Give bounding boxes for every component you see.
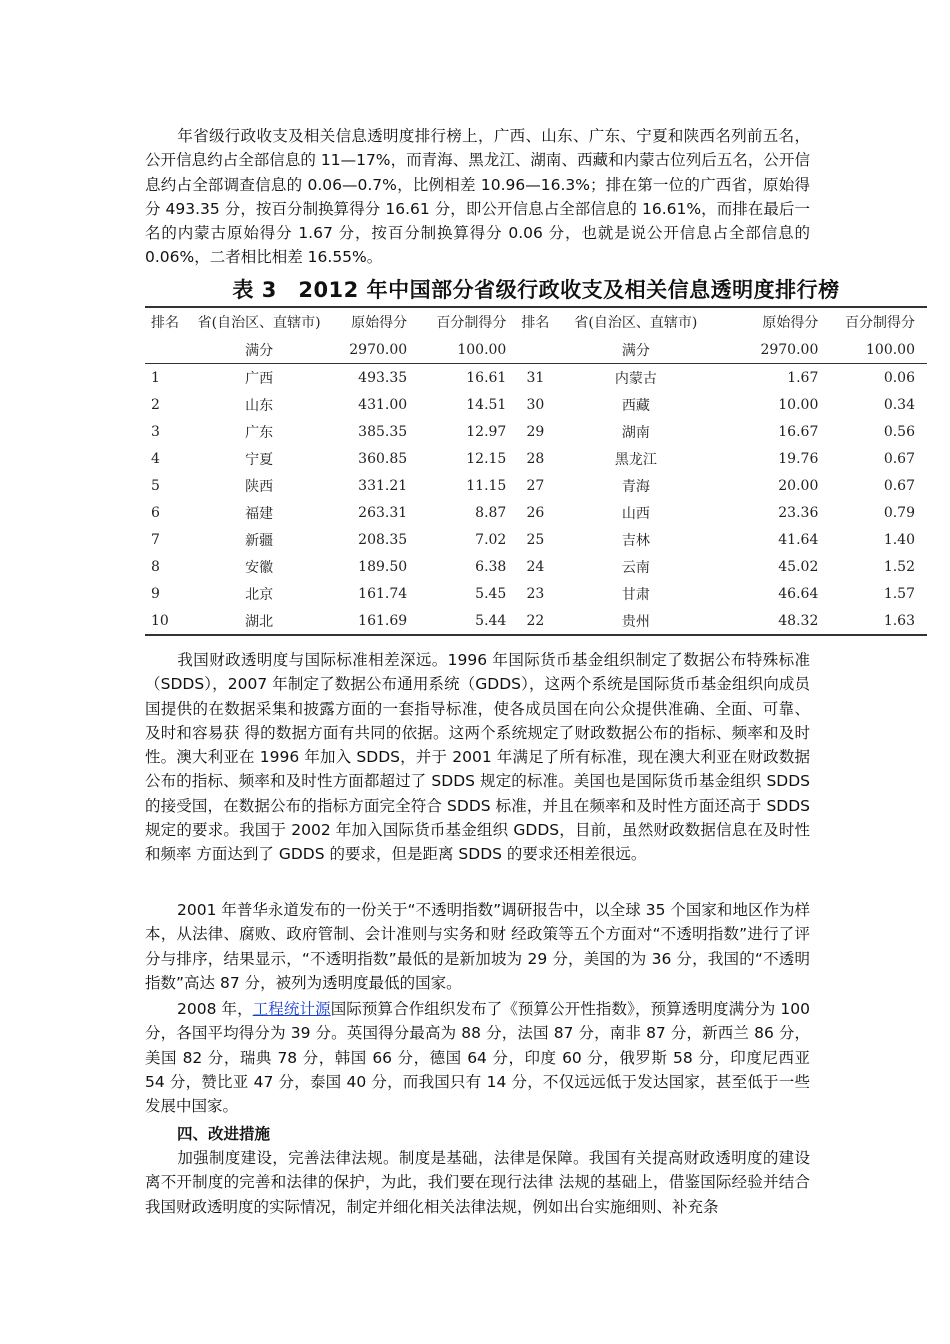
table-cell: 10.00 [778, 396, 819, 413]
table-cell: 161.74 [358, 585, 408, 602]
table-cell: 满分 [189, 336, 329, 364]
table-cell: 9 [151, 585, 160, 602]
table-cell: 331.21 [358, 477, 408, 494]
table-cell: 5.45 [475, 585, 507, 602]
table-cell: 30 [526, 396, 545, 413]
header-raw-score: 原始得分 [351, 315, 408, 331]
table-cell: 12.15 [466, 450, 507, 467]
table-cell: 26 [526, 504, 545, 521]
paragraph-improvement-measures: 加强制度建设，完善法律法规。制度是基础，法律是保障。我国有关提高财政透明度的建设离不开制度的完善和法律的保护，为此，我们要在现行法律 法规的基础上，借鉴国际经验并结合我国财政透明度的实际情况，制定并细化相关法律法规，例如出台实施细则、补充条 [145, 1149, 810, 1216]
table-cell: 湖南 [621, 424, 650, 441]
table-cell: 16.67 [778, 423, 819, 440]
table-row [145, 364, 927, 392]
table-cell: 28 [526, 450, 545, 467]
table-cell: 3 [151, 423, 160, 440]
table-cell: 7.02 [475, 531, 507, 548]
table-cell: 黑龙江 [614, 451, 657, 468]
paragraph-ranking-summary: 年省级行政收支及相关信息透明度排行榜上，广西、山东、广东、宁夏和陕西名列前五名，公开信息约占全部信息的 11—17%，而青海、黑龙江、湖南、西藏和内蒙古位列后五名，公开信息约占全部调查信息的 0.06—0.7%，比例相差 10.96—16.3%；排在第一位的广西省，原始得分 493.35 分，按百分制换算得分 16.61 分，即公开信息占全部信息的 16.61%，而排在最后一名的内蒙古原始得分 1.67 分，按百分制换算得分 0.06 分，也就是说公开信息占全部信息的 0.06%，二者相比相差 16.55%。 [145, 127, 810, 267]
table-cell: 24 [526, 558, 545, 575]
table-cell: 8 [151, 558, 160, 575]
table-cell: 41.64 [778, 531, 819, 548]
table-cell: 甘肃 [621, 586, 650, 603]
table-cell: 0.34 [883, 396, 915, 413]
table-cell: 23.36 [778, 504, 819, 521]
table-cell: 贵州 [621, 613, 650, 630]
table-row [145, 391, 927, 418]
table-cell: 2970.00 [329, 336, 415, 364]
table-row [145, 553, 927, 580]
table-cell: 0.67 [883, 477, 915, 494]
table-cell: 6.38 [475, 558, 507, 575]
table-cell: 福建 [245, 505, 274, 522]
table-cell: 208.35 [358, 531, 408, 548]
section-heading: 四、改进措施 [177, 1125, 271, 1143]
table-cell: 12.97 [466, 423, 507, 440]
table-cell: 493.35 [358, 369, 408, 386]
table-cell: 1.40 [883, 531, 915, 548]
table-cell: 45.02 [778, 558, 819, 575]
table-cell: 11.15 [466, 477, 507, 494]
header-raw-score: 原始得分 [762, 315, 819, 331]
paragraph-international-standards: 我国财政透明度与国际标准相差深远。1996 年国际货币基金组织制定了数据公布特殊标准（SDDS），2007 年制定了数据公布通用系统（GDDS），这两个系统是国际货币基金组织向成员国提供的在数据采集和披露方面的一套指导标准，使各成员国在向公众提供准确、全面、可靠、及时和容易获 得的数据方面有共同的依据。这两个系统规定了财政数据公布的指标、频率和及时性。澳大利亚在 1996 年加入 SDDS，并于 2001 年满足了所有标准，现在澳大利亚在财政数据公布的指标、频率和及时性方面都超过了 SDDS 规定的标准。美国也是国际货币基金组织 SDDS 的接受国，在数据公布的指标方面完全符合 SDDS 标准，并且在频率和及时性方面还高于 SDDS 规定的要求。我国于 2002 年加入国际货币基金组织 GDDS，目前，虽然财政数据信息在及时性和频率 方面达到了 GDDS 的要求，但是距离 SDDS 的要求还相差很远。 [145, 651, 810, 864]
table-row [145, 499, 927, 526]
table-cell: 189.50 [358, 558, 408, 575]
table-cell: 5.44 [475, 612, 507, 629]
table-cell: 陕西 [245, 478, 274, 495]
table-cell: 23 [526, 585, 545, 602]
table-cell: 25 [526, 531, 545, 548]
table-cell: 19.76 [778, 450, 819, 467]
table-cell: 20.00 [778, 477, 819, 494]
table-cell: 西藏 [621, 397, 650, 414]
header-province: 省(自治区、直辖市) [197, 315, 321, 331]
table-cell: 100.00 [828, 336, 927, 364]
header-percent-score: 百分制得分 [845, 315, 915, 331]
table-cell: 湖北 [245, 613, 274, 630]
table-cell: 1.63 [883, 612, 915, 629]
table-row [145, 472, 927, 499]
table-cell: 22 [526, 612, 545, 629]
table-cell [145, 336, 189, 364]
table-body [145, 364, 927, 636]
table-cell: 6 [151, 504, 160, 521]
table-cell: 新疆 [245, 532, 274, 549]
table-cell: 46.64 [778, 585, 819, 602]
table-header-row [145, 307, 927, 336]
paragraph-opacity-index: 2001 年普华永道发布的一份关于“不透明指数”调研报告中，以全球 35 个国家和地区作为样本，从法律、腐败、政府管制、会计准则与实务和财 经政策等五个方面对“不透明指数”进行了评分与排序，结果显示，“不透明指数”最低的是新加坡为 29 分，美国的为 36 分，我国的“不透明指数”高达 87 分，被列为透明度最低的国家。 [145, 901, 810, 992]
table-cell: 0.06 [883, 369, 915, 386]
source-link[interactable]: 工程统计源 [252, 1000, 331, 1018]
table-full-score-row [145, 336, 927, 364]
header-province: 省(自治区、直辖市) [574, 315, 698, 331]
table-cell: 16.61 [466, 369, 507, 386]
table-cell: 161.69 [358, 612, 408, 629]
paragraph-budget-openness: 2008 年，工程统计源国际预算合作组织发布了《预算公开性指数》，预算透明度满分为 100 分，各国平均得分为 39 分。英国得分最高为 88 分，法国 87 分，南非 87 分，新西兰 86 分，美国 82 分，瑞典 78 分，韩国 66 分，德国 64 分，印度 60 分，俄罗斯 58 分，印度尼西亚 54 分，赞比亚 47 分，泰国 40 分，而我国只有 14 分，不仅远远低于发达国家，甚至低于一些发展中国家。 [145, 1000, 811, 1116]
table-cell: 广西 [245, 370, 274, 387]
table-cell: 2 [151, 396, 160, 413]
table-row [145, 445, 927, 472]
table-row [145, 526, 927, 553]
table-cell: 青海 [621, 478, 650, 495]
table-cell: 14.51 [466, 396, 507, 413]
table-cell: 安徽 [245, 559, 274, 576]
table-cell: 1.67 [787, 369, 819, 386]
table-cell: 31 [526, 369, 545, 386]
table-cell: 山东 [245, 397, 274, 414]
transparency-ranking-table [145, 306, 927, 636]
table-cell: 100.00 [415, 336, 516, 364]
header-rank: 排名 [151, 315, 179, 331]
table-cell: 0.79 [883, 504, 915, 521]
table-cell: 29 [526, 423, 545, 440]
header-rank: 排名 [521, 315, 550, 331]
table-cell: 385.35 [358, 423, 408, 440]
table-cell: 48.32 [778, 612, 819, 629]
table-cell: 1.57 [883, 585, 915, 602]
table-title: 表 3 2012 年中国部分省级行政收支及相关信息透明度排行榜 [232, 278, 840, 302]
table-cell: 广东 [245, 424, 274, 441]
table-cell: 10 [151, 612, 169, 629]
table-cell: 7 [151, 531, 160, 548]
table-cell: 云南 [621, 559, 650, 576]
table-cell: 5 [151, 477, 160, 494]
table-cell: 1 [151, 369, 160, 386]
table-cell: 0.56 [883, 423, 915, 440]
table-cell: 宁夏 [245, 451, 274, 468]
table-cell: 北京 [245, 586, 274, 603]
table-cell [516, 336, 554, 364]
table-cell: 0.67 [883, 450, 915, 467]
table-cell: 27 [526, 477, 545, 494]
table-row [145, 607, 927, 635]
table-row [145, 418, 927, 445]
table-cell: 1.52 [883, 558, 915, 575]
table-cell: 山西 [621, 505, 650, 522]
table-cell: 360.85 [358, 450, 408, 467]
table-cell: 满分 [555, 336, 718, 364]
table-cell: 431.00 [358, 396, 408, 413]
table-cell: 吉林 [621, 532, 650, 549]
table-cell: 8.87 [475, 504, 507, 521]
table-cell: 263.31 [358, 504, 408, 521]
table-cell: 4 [151, 450, 160, 467]
table-row [145, 580, 927, 607]
table-cell: 2970.00 [717, 336, 828, 364]
header-percent-score: 百分制得分 [436, 315, 507, 331]
table-cell: 内蒙古 [614, 370, 657, 387]
